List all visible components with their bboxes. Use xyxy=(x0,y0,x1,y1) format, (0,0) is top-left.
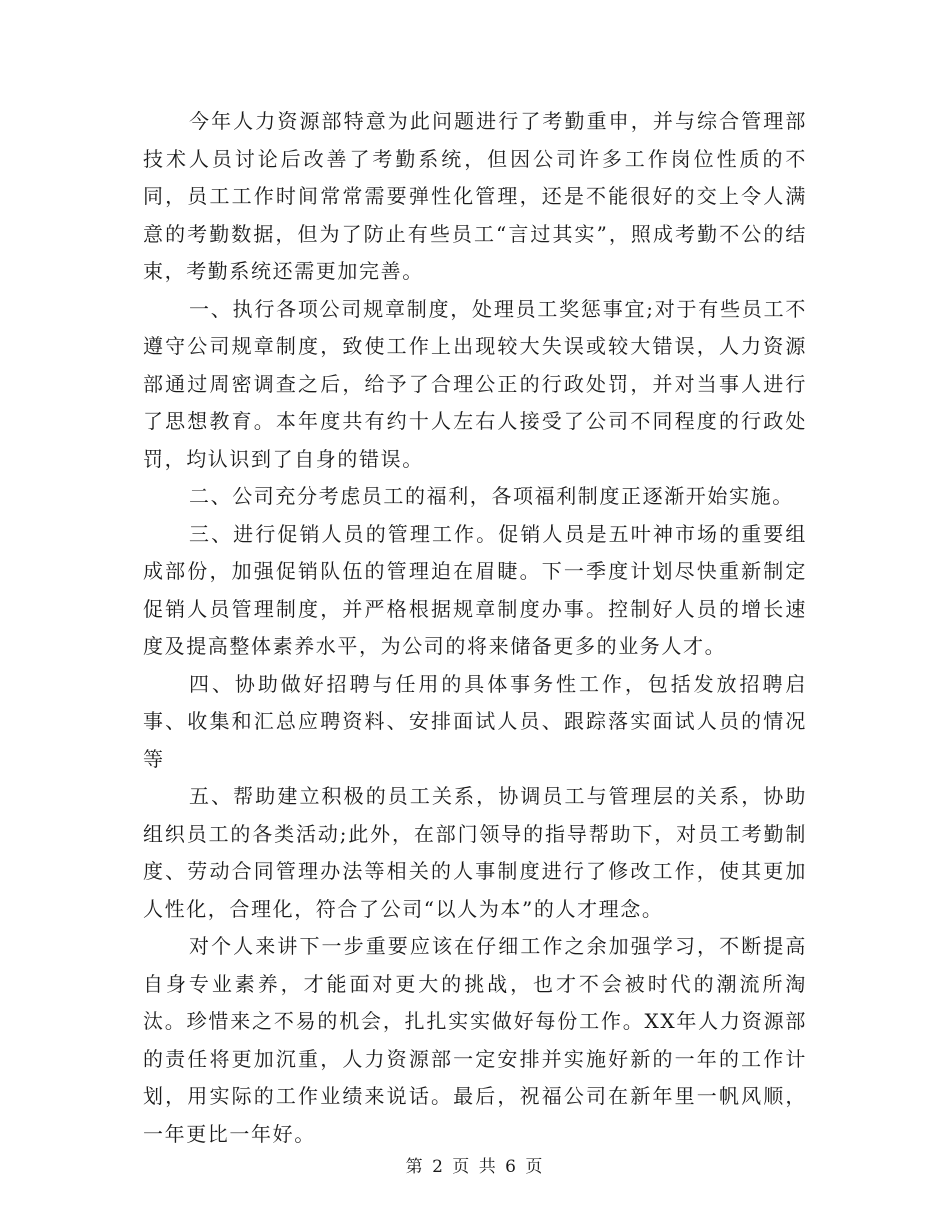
paragraph-attendance: 今年人力资源部特意为此问题进行了考勤重申，并与综合管理部技术人员讨论后改善了考勤系统，但因公司许多工作岗位性质的不同，员工工作时间常常需要弹性化管理，还是不能很好的交上令人满意的考勤数据，但为了防止有些员工“言过其实”，照成考勤不公的结束，考勤系统还需更加完善。 xyxy=(143,109,807,283)
paragraph-item-4: 四、协助做好招聘与任用的具体事务性工作，包括发放招聘启事、收集和汇总应聘资料、安排面试人员、跟踪落实面试人员的情况等 xyxy=(143,671,807,771)
document-body xyxy=(143,103,807,1153)
paragraph-item-5: 五、帮助建立积极的员工关系，协调员工与管理层的关系，协助组织员工的各类活动;此外，在部门领导的指导帮助下，对员工考勤制度、劳动合同管理办法等相关的人事制度进行了修改工作，使其更加人性化，合理化，符合了公司“以人为本”的人才理念。 xyxy=(143,784,807,921)
paragraph-item-3: 三、进行促销人员的管理工作。促销人员是五叶神市场的重要组成部份，加强促销队伍的管理迫在眉睫。下一季度计划尽快重新制定促销人员管理制度，并严格根据规章制度办事。控制好人员的增长速度及提高整体素养水平，为公司的将来储备更多的业务人才。 xyxy=(143,521,807,658)
paragraph-item-2: 二、公司充分考虑员工的福利，各项福利制度正逐渐开始实施。 xyxy=(189,484,794,508)
paragraph-personal-plan: 对个人来讲下一步重要应该在仔细工作之余加强学习，不断提高自身专业素养，才能面对更大的挑战，也才不会被时代的潮流所淘汰。珍惜来之不易的机会，扎扎实实做好每份工作。XX年人力资源部的责任将更加沉重，人力资源部一定安排并实施好新的一年的工作计划，用实际的工作业绩来说话。最后，祝福公司在新年里一帆风顺，一年更比一年好。 xyxy=(143,934,807,1146)
page-number-footer: 第 2 页 共 6 页 xyxy=(405,1157,545,1177)
paragraph-item-1: 一、执行各项公司规章制度，处理员工奖惩事宜;对于有些员工不遵守公司规章制度，致使工作上出现较大失误或较大错误，人力资源部通过周密调查之后，给予了合理公正的行政处罚，并对当事人进行了思想教育。本年度共有约十人左右人接受了公司不同程度的行政处罚，均认识到了自身的错误。 xyxy=(143,296,807,471)
